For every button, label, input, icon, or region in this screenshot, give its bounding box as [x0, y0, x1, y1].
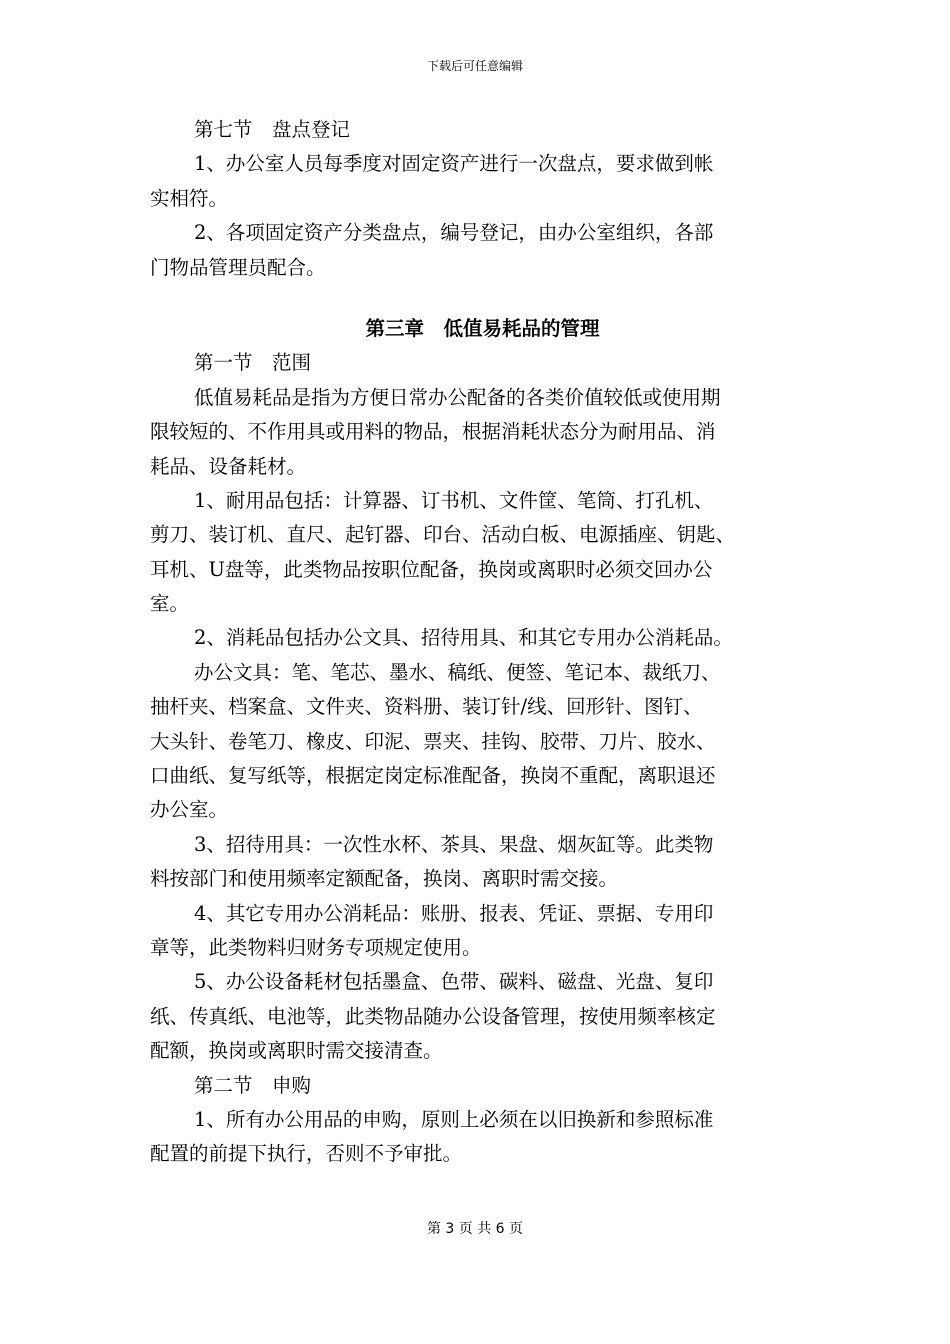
- paragraph-line: 4、其它专用办公消耗品：账册、报表、凭证、票据、专用印: [194, 901, 714, 925]
- paragraph-line: 剪刀、装订机、直尺、起钉器、印台、活动白板、电源插座、钥匙、: [150, 523, 736, 547]
- paragraph-line: 1、办公室人员每季度对固定资产进行一次盘点，要求做到帐: [194, 152, 714, 176]
- paragraph-line: 3、招待用具：一次性水杯、茶具、果盘、烟灰缸等。此类物: [194, 832, 714, 856]
- paragraph-line: 办公室。: [150, 798, 229, 822]
- paragraph-line: 低值易耗品是指为方便日常办公配备的各类价值较低或使用期: [194, 385, 721, 409]
- paragraph-line: 限较短的、不作用具或用料的物品，根据消耗状态分为耐用品、消: [150, 420, 716, 444]
- paragraph-line: 门物品管理员配合。: [150, 255, 326, 279]
- paragraph-line: 2、消耗品包括办公文具、招待用具、和其它专用办公消耗品。: [194, 626, 733, 650]
- paragraph-line: 1、耐用品包括：计算器、订书机、文件筐、笔筒、打孔机、: [194, 488, 714, 512]
- document-body: [150, 113, 815, 1172]
- paragraph-line: 5、办公设备耗材包括墨盒、色带、碳料、磁盘、光盘、复印: [194, 970, 714, 994]
- spacer: [150, 285, 815, 312]
- paragraph-line: 章等，此类物料归财务专项规定使用。: [150, 935, 482, 959]
- page-header: 下载后可任意编辑: [426, 59, 523, 73]
- paragraph-line: 耗品、设备耗材。: [150, 454, 307, 478]
- paragraph-line: 配置的前提下执行，否则不予审批。: [150, 1142, 463, 1166]
- paragraph-line: 2、各项固定资产分类盘点，编号登记，由办公室组织，各部: [194, 221, 714, 245]
- paragraph-line: 1、所有办公用品的申购，原则上必须在以旧换新和参照标准: [194, 1107, 714, 1131]
- paragraph-line: 实相符。: [150, 186, 229, 210]
- paragraph-line: 室。: [150, 592, 190, 616]
- paragraph-line: 大头针、卷笔刀、橡皮、印泥、票夹、挂钩、胶带、刀片、胶水、: [150, 729, 716, 753]
- paragraph-line: 配额，换岗或离职时需交接清查。: [150, 1039, 443, 1063]
- paragraph-line: 纸、传真纸、电池等，此类物品随办公设备管理，按使用频率核定: [150, 1004, 716, 1028]
- section-heading: 第七节 盘点登记: [194, 118, 351, 141]
- paragraph-line: 料按部门和使用频率定额配备，换岗、离职时需交接。: [150, 867, 619, 891]
- paragraph-line: 口曲纸、复写纸等，根据定岗定标准配备，换岗不重配，离职退还: [150, 764, 716, 788]
- paragraph-line: 办公文具：笔、笔芯、墨水、稿纸、便签、笔记本、裁纸刀、: [194, 660, 721, 684]
- paragraph-line: 抽杆夹、档案盒、文件夹、资料册、装订针/线、回形针、图钉、: [150, 695, 703, 719]
- page-footer: 第 3 页 共 6 页: [426, 1221, 524, 1237]
- section-heading: 第一节 范围: [194, 351, 312, 375]
- paragraph-line: 耳机、U盘等，此类物品按职位配备，换岗或离职时必须交回办公: [150, 557, 713, 581]
- chapter-title: 第三章 低值易耗品的管理: [365, 316, 600, 340]
- section-heading: 第二节 申购: [194, 1073, 312, 1097]
